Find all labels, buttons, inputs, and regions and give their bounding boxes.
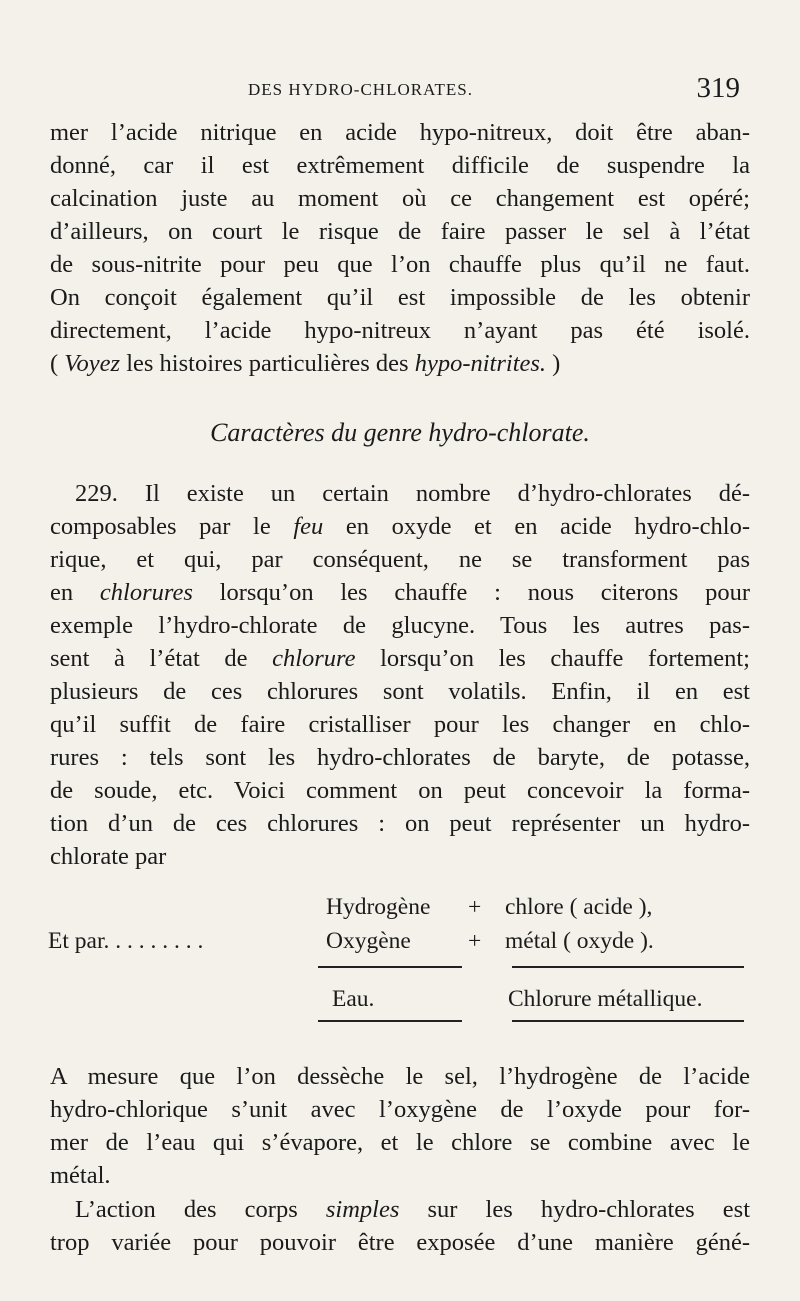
equation-chlorure-metallique: Chlorure métallique. bbox=[508, 986, 703, 1012]
text-fragment: les histoires particulières des bbox=[120, 350, 415, 377]
equation-oxygene: Oxygène bbox=[326, 928, 411, 954]
text-fragment: sur les hydro-chlorates est bbox=[399, 1196, 750, 1223]
text-line bbox=[50, 510, 750, 543]
italic-fragment: hypo-nitrites. bbox=[414, 350, 547, 377]
text-fragment: lorsqu’on les chauffe fortement; bbox=[355, 645, 750, 672]
text-line: directement, l’acide hypo-nitreux n’ayant pas été isolé. bbox=[50, 317, 750, 344]
text-line bbox=[50, 642, 750, 675]
equation-rule bbox=[512, 1020, 744, 1022]
running-head bbox=[50, 72, 750, 112]
text-line: rures : tels sont les hydro-chlorates de baryte, de potasse, bbox=[50, 744, 750, 771]
text-line: plusieurs de ces chlorures sont volatils. Enfin, il en est bbox=[50, 678, 750, 705]
text-line: qu’il suffit de faire cristalliser pour les changer en chlo- bbox=[50, 711, 750, 738]
text-fragment: ( bbox=[50, 350, 65, 377]
equation-chlore: chlore ( acide ), bbox=[505, 894, 653, 920]
italic-fragment: simples bbox=[325, 1196, 400, 1223]
paragraph-corps-simples bbox=[50, 1193, 750, 1259]
text-line bbox=[50, 1193, 750, 1226]
text-line: métal. bbox=[50, 1162, 111, 1189]
italic-fragment: feu bbox=[293, 513, 324, 540]
text-line: 229. Il existe un certain nombre d’hydro-chlorates dé- bbox=[75, 480, 750, 507]
paragraph-acide-hypo-nitreux bbox=[50, 116, 750, 380]
text-line: chlorate par bbox=[50, 843, 167, 870]
text-line: exemple l’hydro-chlorate de glucyne. Tous les autres pas- bbox=[50, 612, 750, 639]
text-line bbox=[50, 576, 750, 609]
paragraph-229 bbox=[50, 477, 750, 873]
equation-label: Et par. . . . . . . . . bbox=[48, 928, 204, 954]
plus-sign: + bbox=[468, 928, 482, 954]
text-line: d’ailleurs, on court le risque de faire passer le sel à l’état bbox=[50, 218, 750, 245]
text-line: On conçoit également qu’il est impossible de les obtenir bbox=[50, 284, 750, 311]
text-line: A mesure que l’on dessèche le sel, l’hydrogène de l’acide bbox=[50, 1063, 750, 1090]
equation-rule bbox=[318, 1020, 462, 1022]
equation-metal: métal ( oxyde ). bbox=[505, 928, 654, 954]
text-line: rique, et qui, par conséquent, ne se transforment pas bbox=[50, 546, 750, 573]
italic-fragment: chlorures bbox=[99, 579, 193, 606]
chemical-equation bbox=[0, 886, 800, 1036]
text-fragment: composables par le bbox=[50, 513, 294, 540]
text-line: mer l’acide nitrique en acide hypo-nitreux, doit être aban- bbox=[50, 119, 750, 146]
text-fragment: lorsqu’on les chauffe : nous citerons pour bbox=[192, 579, 750, 606]
section-heading: Caractères du genre hydro-chlorate. bbox=[210, 418, 590, 447]
equation-rule bbox=[512, 966, 744, 968]
text-line bbox=[50, 347, 750, 380]
text-line: donné, car il est extrêmement difficile de suspendre la bbox=[50, 152, 750, 179]
text-fragment: ) bbox=[546, 350, 561, 377]
equation-rule bbox=[318, 966, 462, 968]
text-line: de soude, etc. Voici comment on peut concevoir la forma- bbox=[50, 777, 750, 804]
paragraph-dessechement bbox=[50, 1060, 750, 1192]
equation-hydrogene: Hydrogène bbox=[326, 894, 431, 920]
text-fragment: en oxyde et en acide hydro-chlo- bbox=[323, 513, 750, 540]
text-fragment: en bbox=[50, 579, 100, 606]
text-fragment: L’action des corps bbox=[75, 1196, 326, 1223]
text-line: mer de l’eau qui s’évapore, et le chlore se combine avec le bbox=[50, 1129, 750, 1156]
plus-sign: + bbox=[468, 894, 482, 920]
equation-eau: Eau. bbox=[332, 986, 375, 1012]
running-title: DES HYDRO-CHLORATES. bbox=[248, 80, 473, 99]
text-line: hydro-chlorique s’unit avec l’oxygène de l’oxyde pour for- bbox=[50, 1096, 750, 1123]
text-line: calcination juste au moment où ce changement est opéré; bbox=[50, 185, 750, 212]
italic-fragment: Voyez bbox=[64, 350, 121, 377]
italic-fragment: chlorure bbox=[272, 645, 356, 672]
page-number: 319 bbox=[696, 72, 740, 104]
text-fragment: sent à l’état de bbox=[50, 645, 273, 672]
text-line: tion d’un de ces chlorures : on peut représenter un hydro- bbox=[50, 810, 750, 837]
text-line: trop variée pour pouvoir être exposée d’une manière géné- bbox=[50, 1229, 750, 1256]
text-line: de sous-nitrite pour peu que l’on chauffe plus qu’il ne faut. bbox=[50, 251, 750, 278]
